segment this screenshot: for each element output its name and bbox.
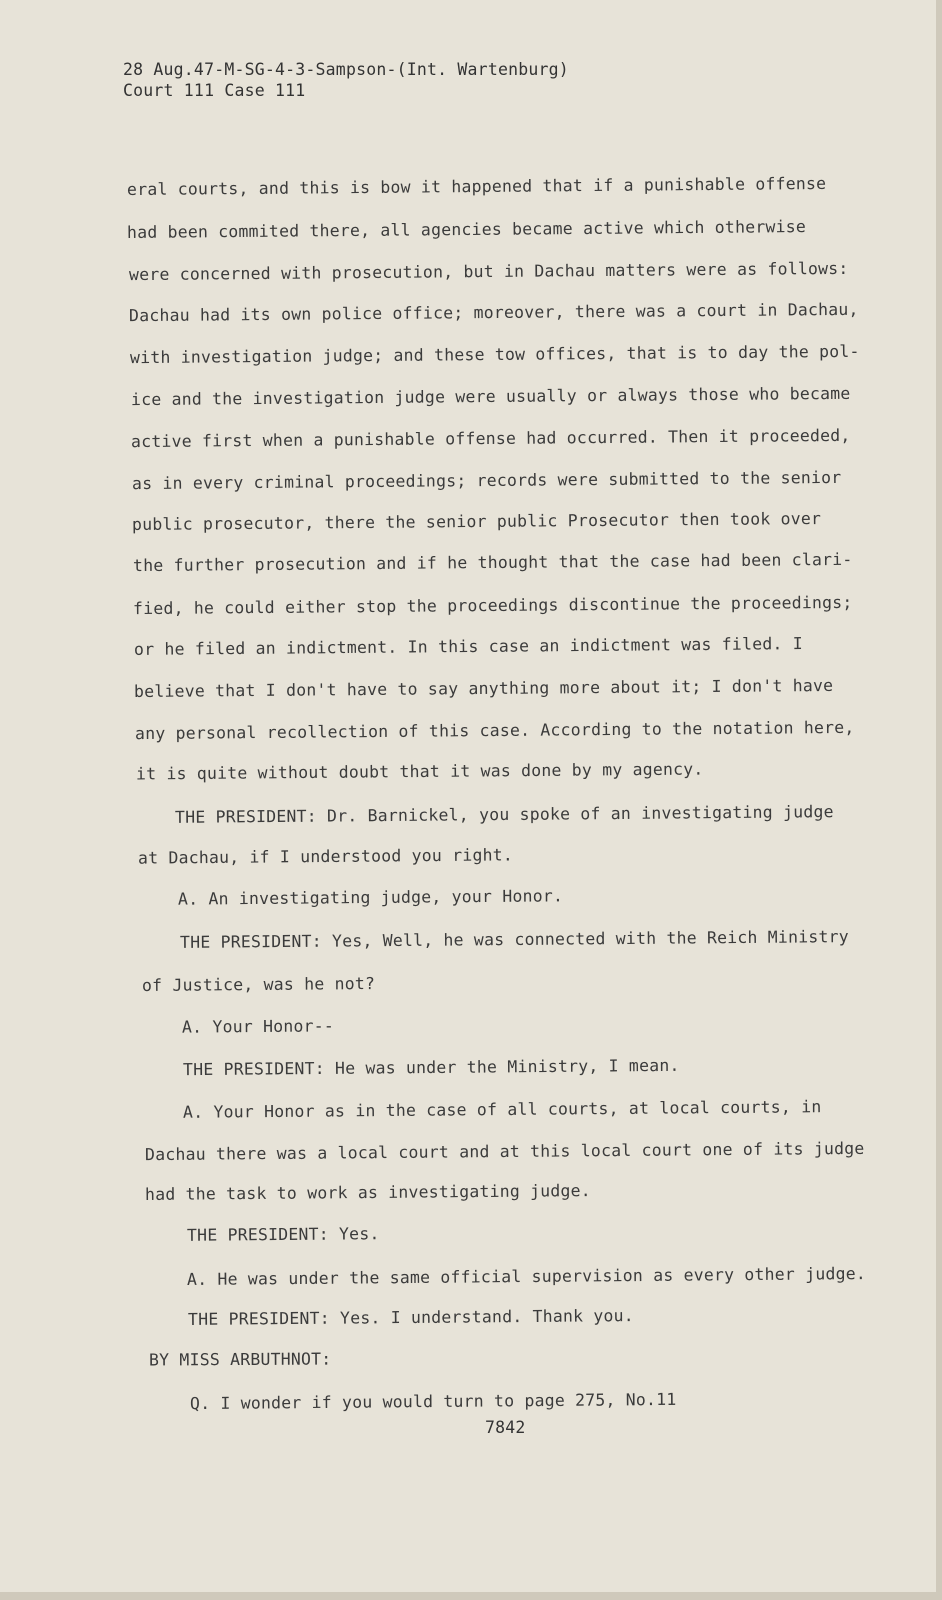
body-line-2: had been commited there, all agencies became active which otherwise bbox=[126, 217, 807, 242]
body-line-13: believe that I don't have to say anything more about it; I don't have bbox=[133, 675, 834, 702]
body-line-4: Dachau had its own police office; moreover, there was a court in Dachau, bbox=[128, 299, 859, 326]
body-line-23: A. Your Honor as in the case of all courts, at local courts, in bbox=[182, 1097, 822, 1122]
body-line-6: ice and the investigation judge were usually or always those who became bbox=[130, 383, 851, 410]
body-line-9: public prosecutor, there the senior public Prosecutor then took over bbox=[131, 508, 822, 535]
body-line-18: A. An investigating judge, your Honor. bbox=[177, 886, 564, 909]
body-line-21: A. Your Honor-- bbox=[181, 1016, 335, 1037]
body-line-20: of Justice, was he not? bbox=[141, 973, 376, 996]
page-number: 7842 bbox=[485, 1418, 526, 1437]
body-line-1: eral courts, and this is bow it happened that if a punishable offense bbox=[126, 173, 827, 200]
body-line-16: THE PRESIDENT: Dr. Barnickel, you spoke of an investigating judge bbox=[174, 802, 834, 827]
body-line-14: any personal recollection of this case. According to the notation here, bbox=[134, 717, 855, 744]
body-line-15: it is quite without doubt that it was done by my agency. bbox=[135, 759, 704, 784]
body-line-30: Q. I wonder if you would turn to page 275, No.11 bbox=[189, 1389, 677, 1414]
body-line-27: A. He was under the same official supervision as every other judge. bbox=[186, 1264, 867, 1289]
page-edge-right bbox=[936, 0, 942, 1600]
body-line-24: Dachau there was a local court and at this local court one of its judge bbox=[144, 1138, 865, 1165]
body-line-8: as in every criminal proceedings; records were submitted to the senior bbox=[131, 467, 842, 494]
header-reference-line: 28 Aug.47-M-SG-4-3-Sampson-(Int. Wartenburg) bbox=[123, 60, 569, 79]
body-line-26: THE PRESIDENT: Yes. bbox=[186, 1224, 380, 1245]
body-line-12: or he filed an indictment. In this case an indictment was filed. I bbox=[133, 634, 803, 659]
header-court-line: Court 111 Case 111 bbox=[123, 81, 306, 100]
page-edge-bottom bbox=[0, 1592, 942, 1600]
body-line-19: THE PRESIDENT: Yes, Well, he was connected with the Reich Ministry bbox=[179, 927, 849, 952]
body-line-5: with investigation judge; and these tow offices, that is to day the pol- bbox=[129, 341, 860, 368]
body-line-7: active first when a punishable offense had occurred. Then it proceeded, bbox=[130, 425, 851, 452]
body-line-17: at Dachau, if I understood you right. bbox=[137, 845, 514, 868]
body-line-11: fied, he could either stop the proceedings discontinue the proceedings; bbox=[132, 592, 853, 619]
body-line-3: were concerned with prosecution, but in Dachau matters were as follows: bbox=[128, 258, 849, 285]
body-line-22: THE PRESIDENT: He was under the Ministry, I mean. bbox=[182, 1055, 680, 1080]
body-line-25: had the task to work as investigating judge. bbox=[144, 1181, 591, 1204]
body-line-28: THE PRESIDENT: Yes. I understand. Thank you. bbox=[187, 1306, 634, 1329]
body-line-29: BY MISS ARBUTHNOT: bbox=[148, 1349, 332, 1370]
body-line-10: the further prosecution and if he thought that the case had been clari- bbox=[132, 549, 853, 576]
